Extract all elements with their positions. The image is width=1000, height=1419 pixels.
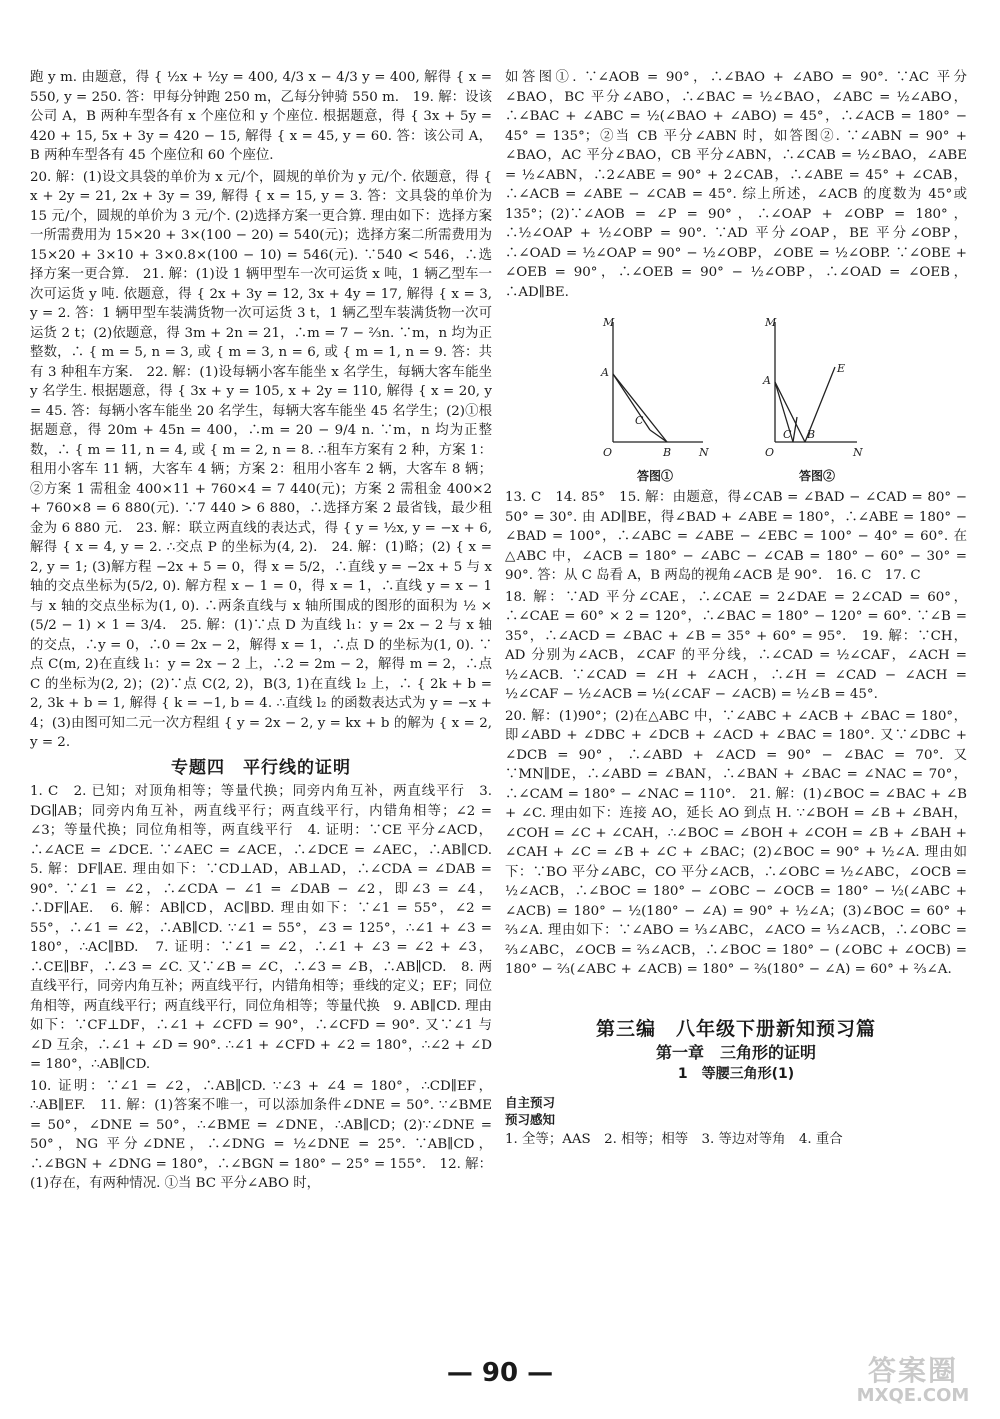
section-title: 第三编 八年级下册新知预习篇: [595, 1017, 876, 1040]
page-number: — 90 —: [446, 1358, 554, 1388]
figure-caption: 答图②: [798, 468, 835, 483]
point-label: B: [663, 446, 672, 459]
watermark: [838, 1349, 988, 1411]
watermark-logo: 答案圈: [867, 1354, 958, 1387]
answer-paragraph: 如答图①. ∵∠AOB = 90°，∴∠BAO + ∠ABO = 90°. ∵AC 平分∠BAO，BC 平分∠ABO，∴∠BAC = ½∠BAO，∠ABC = ½∠ABO，∴∠BAC + ∠ABC = ½(∠BAO + ∠ABO) = 45°，∴∠ACB = 180° − 45° = 135°；②当 CB 平分∠ABN 时，如答图②. ∵∠ABN = 90° + ∠BAO，AC 平分∠BAO，CB 平分∠ABN，∴∠CAB = ½∠BAO，∠ABE = ½∠ABN，∴2∠ABE = 90° + 2∠CAB，∴∠ABE = 45° + ∠CAB，∴∠ACB = ∠ABE − ∠CAB = 45°. 综上所述，∠ACB 的度数为 45°或 135°；(2)∵∠AOB = ∠P = 90°，∴∠OAP + ∠OBP = 180°，∴½∠OAP + ½∠OBP = 90°. ∵AD 平分∠OAP，BE 平分∠OBP，∴∠OAD = ½∠OAP = 90° − ½∠OBP，∠OBE = ½∠OBP. ∵∠OBE + ∠OEB = 90°，∴∠OEB = 90° − ½∠OBP，∴∠OAD = ∠OEB，∴AD∥BE.: [505, 70, 967, 300]
chapter-title: 第一章 三角形的证明: [655, 1043, 816, 1062]
answer-paragraph: 20. 解：(1)设文具袋的单价为 x 元/个，圆规的单价为 y 元/个. 依题意，得 { x + 2y = 21, 2x + 3y = 39, 解得 { x = 15, y = 3. 答：文具袋的单价为 15 元/个，圆规的单价为 3 元/个. (2)选择方案一更合算. 理由如下：选择方案一所需费用为 15×20 + 3×(100 − 20) = 540(元)；选择方案二所需费用为 15×20 + 3×10 + 3×0.8×(100 − 10) = 546(元). ∵540 < 546，∴选择方案一更合算. 21. 解：(1)设 1 辆甲型车一次可运货 x 吨，1 辆乙型车一次可运货 y 吨. 依题意，得 { 2x + 3y = 12, 3x + 4y = 17, 解得 { x = 3, y = 2. 答：1 辆甲型车装满货物一次可运货 3 t，1 辆乙型车装满货物一次可运货 2 t；(2)依题意，得 3m + 2n = 21，∴m = 7 − ⅔n. ∵m，n 均为正整数，∴ { m = 5, n = 3, 或 { m = 3, n = 6, 或 { m = 1, n = 9. 答：共有 3 种租车方案. 22. 解：(1)设每辆小客车能坐 x 名学生，每辆大客车能坐 y 名学生. 根据题意，得 { 3x + y = 105, x + 2y = 110, 解得 { x = 20, y = 45. 答：每辆小客车能坐 20 名学生，每辆大客车能坐 45 名学生；(2)①根据题意，得 20m + 45n = 400，∴m = 20 − 9/4 n. ∵m，n 均为正整数，∴ { m = 11, n = 4, 或 { m = 2, n = 8. ∴租车方案有 2 种，方案 1：租用小客车 11 辆，大客车 4 辆；方案 2：租用小客车 2 辆，大客车 8 辆；②方案 1 需租金 400×11 + 760×4 = 7 440(元)；方案 2 需租金 400×2 + 760×8 = 6 880(元). ∵7 440 > 6 880，∴选择方案 2 最省钱，最少租金为 6 880 元. 23. 解：联立两直线的表达式，得 { y = ½x, y = −x + 6, 解得 { x = 4, y = 2. ∴交点 P 的坐标为(4, 2). 24. 解：(1)略；(2) { x = 2, y = 1; (3)解方程 −2x + 5 = 0，得 x = 5/2，∴直线 y = −2x + 5 与 x 轴的交点坐标为(5/2, 0). 解方程 x − 1 = 0，得 x = 1，∴直线 y = x − 1 与 x 轴的交点坐标为(1, 0). ∴两条直线与 x 轴所围成的图形的面积为 ½ × (5/2 − 1) × 1 = 3/4. 25. 解：(1)∵点 D 为直线 l₁：y = 2x − 2 与 x 轴的交点，∴y = 0，∴0 = 2x − 2，解得 x = 1，∴点 D 的坐标为(1, 0). ∵点 C(m, 2)在直线 l₁：y = 2x − 2 上，∴2 = 2m − 2，解得 m = 2，∴点 C 的坐标为(2, 2)；(2)∵点 C(2, 2)，B(3, 1)在直线 l₂ 上，∴ { 2k + b = 2, 3k + b = 1, 解得 { k = −1, b = 4. ∴直线 l₂ 的函数表达式为 y = −x + 4；(3)由图可知二元一次方程组 { y = 2x − 2, y = kx + b 的解为 { x = 2, y = 2.: [30, 169, 492, 750]
section-header: [505, 1017, 967, 1085]
figure-caption: 答图①: [636, 468, 673, 483]
topic-title: 专题四 平行线的证明: [171, 757, 351, 778]
point-label: C: [783, 428, 792, 441]
point-label: N: [853, 446, 863, 459]
point-label: B: [807, 428, 816, 441]
answer-paragraph: 10. 证明：∵∠1 = ∠2，∴AB∥CD. ∵∠3 + ∠4 = 180°，∴CD∥EF，∴AB∥EF. 11. 解：(1)答案不唯一，可以添加条件∠DNE = 50°. ∵∠BME = 50°，∠DNE = 50°，∴∠BME = ∠DNE，∴AB∥CD；(2)∵∠DNE = 50°，NG 平分∠DNE，∴∠DNG = ½∠DNE = 25°. ∵AB∥CD，∴∠BGN + ∠DNG = 180°，∴∠BGN = 180° − 25° = 155°. 12. 解：(1)存在，有两种情况. ①当 BC 平分∠ABO 时，: [30, 1078, 492, 1191]
preview-block: [505, 1094, 967, 1150]
point-label: N: [699, 446, 709, 459]
point-label: M: [603, 316, 615, 329]
answer-paragraph: 1. C 2. 已知；对顶角相等；等量代换；同旁内角互补，两直线平行 3. DG∥AB；同旁内角互补，两直线平行；两直线平行，内错角相等；∠2 = ∠3；等量代换；同位角相等，两直线平行 4. 证明：∵CE 平分∠ACD，∴∠ACE = ∠DCE. ∵∠AEC = ∠ACE，∴∠DCE = ∠AEC，∴AB∥CD. 5. 解：DF∥AE. 理由如下：∵CD⊥AD，AB⊥AD，∴∠CDA = ∠DAB = 90°. ∵∠1 = ∠2，∴∠CDA − ∠1 = ∠DAB − ∠2，即∠3 = ∠4，∴DF∥AE. 6. 解：AB∥CD，AC∥BD. 理由如下：∵∠1 = 55°，∠2 = 55°，∴∠1 = ∠2，∴AB∥CD. ∵∠1 = 55°，∠3 = 125°，∴∠1 + ∠3 = 180°，∴AC∥BD. 7. 证明：∵∠1 = ∠2，∴∠1 + ∠3 = ∠2 + ∠3，∴CE∥BF，∴∠3 = ∠C. 又∵∠B = ∠C，∴∠3 = ∠B，∴AB∥CD. 8. 两直线平行，同旁内角互补；两直线平行，内错角相等；垂线的定义；EF；同位角相等，两直线平行；两直线平行，同位角相等；等量代换 9. AB∥CD. 理由如下：∵CF⊥DF，∴∠1 + ∠CFD = 90°，∴∠CFD = 90°. 又∵∠1 与∠D 互余，∴∠1 + ∠D = 90°. ∴∠1 + ∠CFD + ∠2 = 180°，∴∠2 + ∠D = 180°，∴AB∥CD.: [30, 784, 506, 1072]
watermark-url: MXQE.COM: [856, 1385, 970, 1406]
point-label: A: [601, 366, 609, 379]
point-label: E: [837, 362, 846, 375]
answer-paragraph: 13. C 14. 85° 15. 解：由题意，得∠CAB = ∠BAD − ∠CAD = 80° − 50° = 30°. 由 AD∥BE，得∠BAD + ∠ABE = 180°，∴∠ABE = 180° − ∠BAD = 100°，∴∠ABC = ∠ABE − ∠EBC = 100° − 40° = 60°. 在△ABC 中，∠ACB = 180° − ∠ABC − ∠CAB = 180° − 60° − 30° = 90°. 答：从 C 岛看 A，B 两岛的视角∠ACB 是 90°. 16. C 17. C: [505, 490, 967, 583]
answer-paragraph: 18. 解：∵AD 平分∠CAE，∴∠CAE = 2∠DAE = 2∠CAD = 60°，∴∠CAE = 60° × 2 = 120°，∴∠BAC = 180° − 120° = 60°. ∵∠B = 35°，∴∠ACD = ∠BAC + ∠B = 35° + 60° = 95°. 19. 解：∵CH，AD 分别为∠ACB，∠CAF 的平分线，∴∠CAD = ½∠CAF，∠ACH = ½∠ACB. ∵∠CAD = ∠H + ∠ACH，∴∠H = ∠CAD − ∠ACH = ½∠CAF − ½∠ACB = ½(∠CAF − ∠ACB) = ½∠B = 45°.: [505, 589, 967, 702]
figure-2-diagram: [757, 312, 877, 462]
self-study-heading: 自主预习: [505, 1095, 556, 1110]
left-column: [30, 68, 506, 1196]
preview-answers: 1. 全等；AAS 2. 相等；相等 3. 等边对等角 4. 重合: [505, 1132, 843, 1147]
point-label: C: [635, 414, 644, 427]
point-label: M: [765, 316, 777, 329]
answer-figures: [505, 312, 967, 486]
answer-paragraph: 20. 解：(1)90°；(2)在△ABC 中，∵∠ABC + ∠ACB + ∠BAC = 180°，即∠ABD + ∠DBC + ∠DCB + ∠ACD + ∠BAC = 180°. 又∵∠DBC + ∠DCB = 90°，∴∠ABD + ∠ACD = 90° − ∠BAC = 70°. 又∵MN∥DE，∴∠ABD = ∠BAN，∴∠BAN + ∠BAC = ∠NAC = 70°，∴∠CAM = 180° − ∠NAC = 110°. 21. 解：(1)∠BOC = ∠BAC + ∠B + ∠C. 理由如下：连接 AO，延长 AO 到点 H. ∵∠BOH = ∠B + ∠BAH，∠COH = ∠C + ∠CAH，∴∠BOC = ∠BOH + ∠COH = ∠B + ∠BAH + ∠CAH + ∠C = ∠B + ∠C + ∠BAC；(2)∠BOC = 90° + ½∠A. 理由如下：∵BO 平分∠ABC，CO 平分∠ACB，∴∠OBC = ½∠ABC，∠OCB = ½∠ACB，∴∠BOC = 180° − ∠OBC − ∠OCB = 180° − ½(∠ABC + ∠ACB) = 180° − ½(180° − ∠A) = 90° + ½∠A；(3)∠BOC = 60° + ⅔∠A. 理由如下：∵∠ABO = ⅓∠ABC，∠ACO = ⅓∠ACB，∴∠OBC = ⅔∠ABC，∠OCB = ⅔∠ACB，∴∠BOC = 180° − (∠OBC + ∠OCB) = 180° − ⅔(∠ABC + ∠ACB) = 180° − ⅔(180° − ∠A) = 60° + ⅔∠A.: [505, 708, 967, 977]
answer-paragraph: 跑 y m. 由题意，得 { ½x + ½y = 400, 4/3 x − 4/3 y = 400, 解得 { x = 550, y = 250. 答：甲每分钟跑 250 m，乙每分钟骑 550 m. 19. 解：设该公司 A，B 两种车型各有 x 个座位和 y 个座位. 根据题意，得 { 3x + 5y = 420 + 15, 5x + 3y = 420 − 15, 解得 { x = 45, y = 60. 答：该公司 A，B 两种车型各有 45 个座位和 60 个座位.: [30, 70, 492, 163]
point-label: O: [765, 446, 775, 459]
answer-figure-2: [757, 312, 877, 486]
point-label: O: [603, 446, 613, 459]
answer-figure-1: [595, 312, 715, 486]
right-column: [505, 68, 967, 1150]
figure-1-diagram: [595, 312, 715, 462]
preview-heading: 预习感知: [505, 1112, 556, 1127]
point-label: A: [763, 374, 771, 387]
lesson-title: 1 等腰三角形(1): [677, 1065, 795, 1082]
